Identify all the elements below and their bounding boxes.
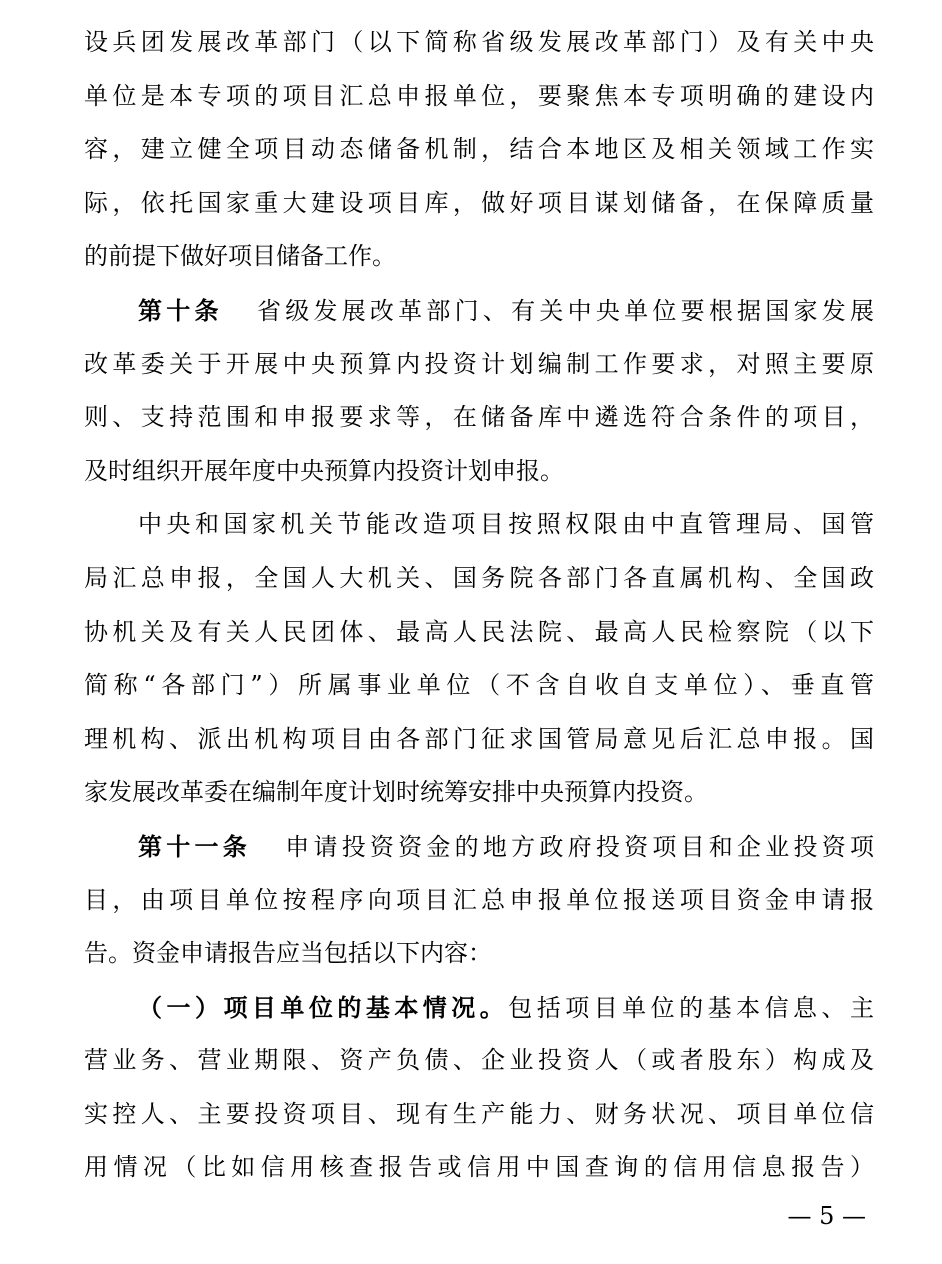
article-10-heading: 第十条 [138, 295, 223, 325]
paragraph-line: 容，建立健全项目动态储备机制，结合本地区及相关领域工作实 [84, 135, 874, 164]
item-1-line: 实控人、主要投资项目、现有生产能力、财务状况、项目单位信 [84, 1099, 874, 1128]
item-1-line: 用情况（比如信用核查报告或信用中国查询的信用信息报告） [84, 1153, 874, 1182]
article-10-text: 省级发展改革部门、有关中央单位要根据国家发展 [252, 296, 875, 325]
item-1-first-line [84, 981, 874, 1035]
paragraph-3-line: 家发展改革委在编制年度计划时统筹安排中央预算内投资。 [84, 778, 708, 807]
article-11-text: 申请投资资金的地方政府投资项目和企业投资项 [280, 832, 875, 861]
paragraph-line: 设兵团发展改革部门（以下简称省级发展改革部门）及有关中央 [84, 28, 874, 56]
article-10-line: 改革委关于开展中央预算内投资计划编制工作要求，对照主要原 [84, 349, 874, 378]
article-11-first-line [84, 820, 874, 874]
article-10-line: 及时组织开展年度中央预算内投资计划申报。 [84, 456, 564, 485]
article-10-first-line [84, 284, 874, 338]
paragraph-3-line: 协机关及有关人民团体、最高人民法院、最高人民检察院（以下 [84, 617, 874, 646]
article-11-line: 告。资金申请报告应当包括以下内容： [84, 939, 492, 968]
page-number: — 5 — [787, 1202, 866, 1230]
paragraph-3-line: 简称“各部门”）所属事业单位（不含自收自支单位）、垂直管 [84, 671, 874, 700]
article-11-line: 目，由项目单位按程序向项目汇总申报单位报送项目资金申请报 [84, 885, 874, 914]
paragraph-line: 单位是本专项的项目汇总申报单位，要聚焦本专项明确的建设内 [84, 81, 874, 110]
paragraph-line: 的前提下做好项目储备工作。 [84, 242, 396, 271]
paragraph-3-line: 中央和国家机关节能改造项目按照权限由中直管理局、国管 [138, 510, 874, 539]
article-11-heading: 第十一条 [138, 831, 251, 861]
paragraph-line: 际，依托国家重大建设项目库，做好项目谋划储备，在保障质量 [84, 188, 874, 217]
item-1-heading: （一）项目单位的基本情况。 [138, 992, 509, 1022]
document-body [84, 16, 874, 1195]
paragraph-3-line: 局汇总申报，全国人大机关、国务院各部门各直属机构、全国政 [84, 563, 874, 592]
item-1-line: 营业务、营业期限、资产负债、企业投资人（或者股东）构成及 [84, 1046, 874, 1075]
article-10-line: 则、支持范围和申报要求等，在储备库中遴选符合条件的项目， [84, 403, 874, 432]
item-1-text: 包括项目单位的基本信息、主 [508, 993, 875, 1022]
paragraph-3-line: 理机构、派出机构项目由各部门征求国管局意见后汇总申报。国 [84, 724, 874, 753]
